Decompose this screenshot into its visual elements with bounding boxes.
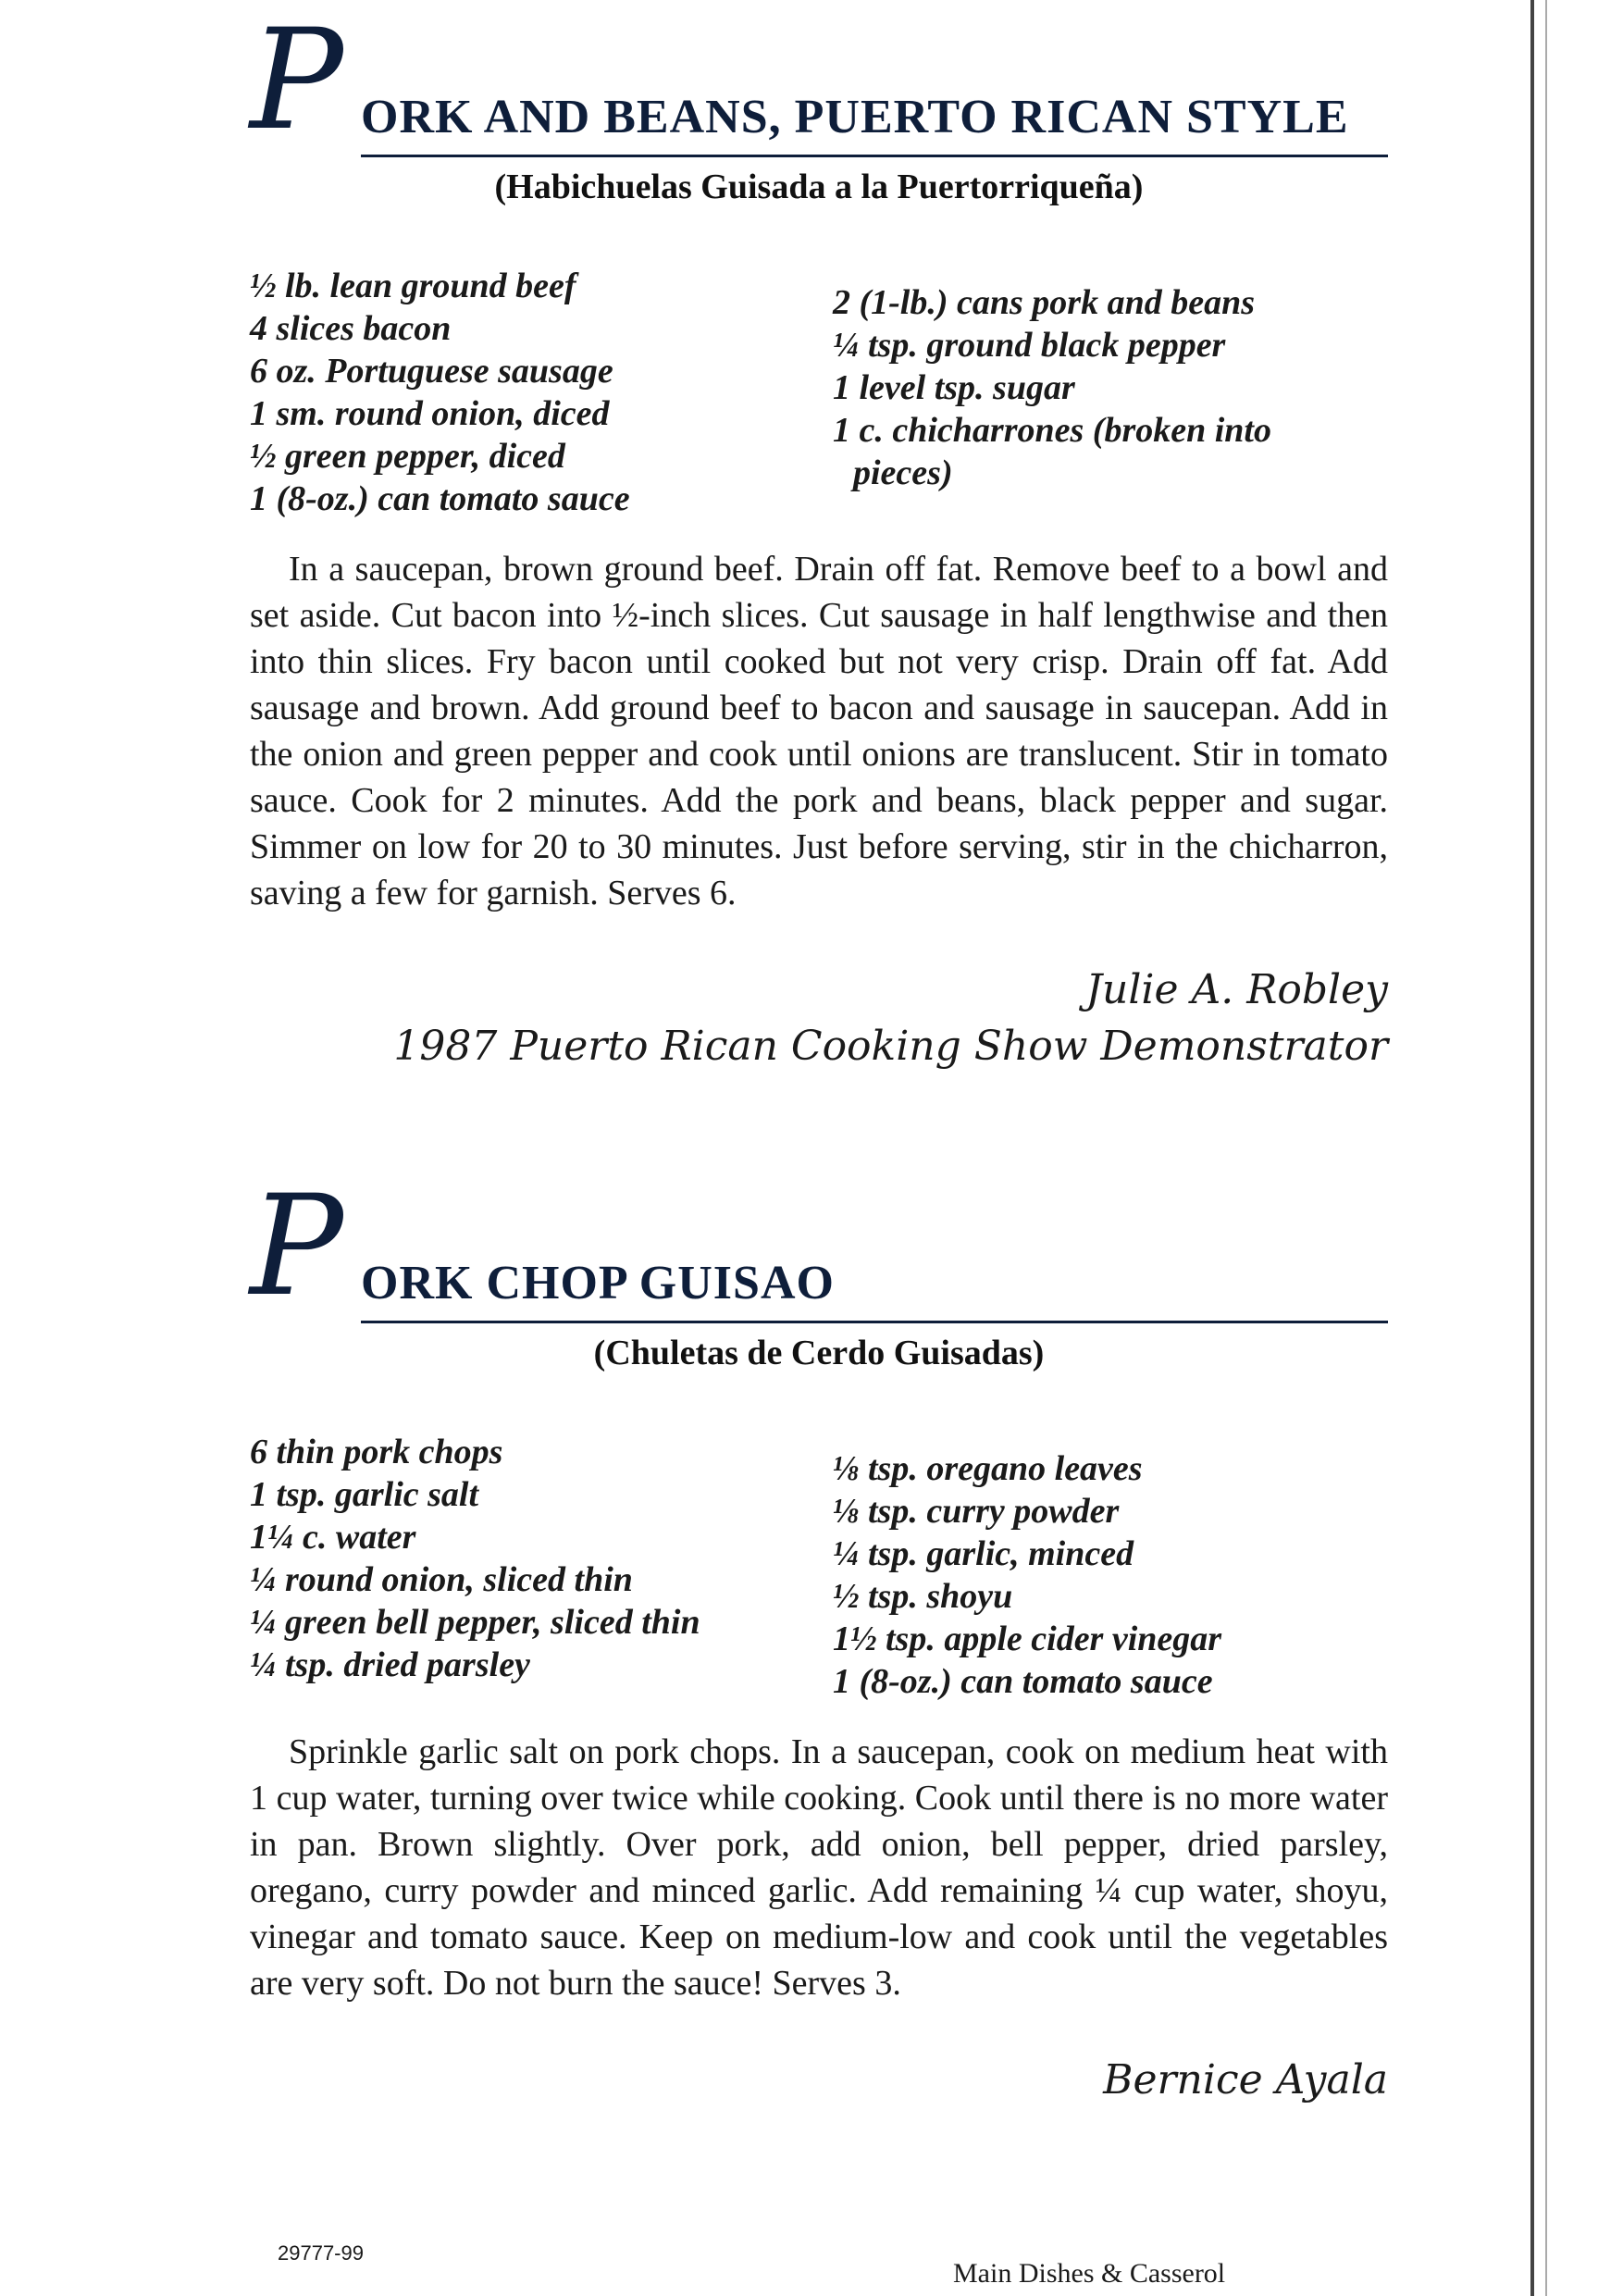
ingredient: ⅛ tsp. curry powder [833,1492,1120,1531]
ingredients-list [250,265,1388,520]
ingredients-right-column [805,1431,1388,1703]
ingredient: 1 (8-oz.) can tomato sauce [833,1662,1213,1701]
footer-section-label: Main Dishes & Casserol [953,2258,1226,2289]
ingredients-right-column [805,265,1388,520]
ingredients-list [250,1431,1388,1703]
ingredient: ¼ tsp. ground black pepper [833,326,1226,365]
footer-code: 29777-99 [278,2241,364,2265]
contributor-name: Julie A. Robley [1085,966,1388,1013]
ingredient: ¼ tsp. dried parsley [250,1645,530,1684]
ingredient: ¼ green bell pepper, sliced thin [250,1603,700,1642]
binding-line-light [1545,0,1547,2296]
ingredients-left-column [250,1431,805,1703]
ingredient: 6 thin pork chops [250,1433,503,1471]
contributor-name: Bernice Ayala [1103,2056,1388,2104]
ingredients-left-column [250,265,805,520]
ingredient: pieces) [853,453,953,492]
recipe-subtitle: (Habichuelas Guisada a la Puertorriqueña) [494,168,1144,206]
page-binding-edge [1466,0,1623,2296]
recipe-directions: In a saucepan, brown ground beef. Drain off fat. Remove beef to a bowl and set aside. Cut bacon into ½-inch slices. Cut sausage in half lengthwise and then into thin slices. Fry bacon until cooked but not very crisp. Drain off fat. Add sausage and brown. Add ground beef to bacon and sausage in saucepan. Add in the onion and green pepper and cook until onions are translucent. Stir in tomato sauce. Cook for 2 minutes. Add the pork and beans, black pepper and sugar. Simmer on low for 20 to 30 minutes. Just before serving, stir in the chicharron, saving a few for garnish. Serves 6. [250,550,1388,912]
title-rule [361,155,1388,157]
title-rule [361,1321,1388,1323]
contributor-title: 1987 Puerto Rican Cooking Show Demonstrator [393,1023,1388,1070]
ingredient: ½ lb. lean ground beef [250,267,576,305]
recipe-title-row [250,0,1388,161]
ingredient: 6 oz. Portuguese sausage [250,352,613,391]
ingredient: 1 (8-oz.) can tomato sauce [250,479,630,518]
ingredient: 2 (1-lb.) cans pork and beans [833,283,1256,322]
ingredient: 1 level tsp. sugar [833,368,1075,407]
dropcap-letter: P [250,1166,343,1327]
ingredient: ¼ round onion, sliced thin [250,1560,633,1599]
dropcap-letter: P [250,0,343,161]
recipe-title: ORK CHOP GUISAO [361,1257,835,1309]
ingredient: ⅛ tsp. oregano leaves [833,1449,1143,1488]
recipe-title-row [250,1166,1388,1327]
recipe-pork-chop-guisao [250,1166,1388,2104]
ingredient: 1¼ c. water [250,1518,416,1557]
recipe-title: ORK AND BEANS, PUERTO RICAN STYLE [361,91,1349,143]
ingredient: 1 tsp. garlic salt [250,1475,479,1514]
ingredient: ¼ tsp. garlic, minced [833,1534,1134,1573]
ingredient: 1½ tsp. apple cider vinegar [833,1620,1222,1658]
ingredient: 4 slices bacon [250,309,452,348]
binding-line [1530,0,1534,2296]
recipe-directions: Sprinkle garlic salt on pork chops. In a saucepan, cook on medium heat with 1 cup water, turning over twice while cooking. Cook until there is no more water in pan. Brown slightly. Over pork, add onion, bell pepper, dried parsley, oregano, curry powder and minced garlic. Add remaining ¼ cup water, shoyu, vinegar and tomato sauce. Keep on medium-low and cook until the vegetables are very soft. Do not burn the sauce! Serves 3. [250,1732,1388,2003]
recipe-subtitle: (Chuletas de Cerdo Guisadas) [593,1334,1045,1372]
ingredient: 1 sm. round onion, diced [250,394,610,433]
recipe-pork-and-beans [250,0,1388,1070]
ingredient: 1 c. chicharrones (broken into [833,411,1271,450]
ingredient: ½ green pepper, diced [250,437,565,476]
ingredient: ½ tsp. shoyu [833,1577,1013,1616]
